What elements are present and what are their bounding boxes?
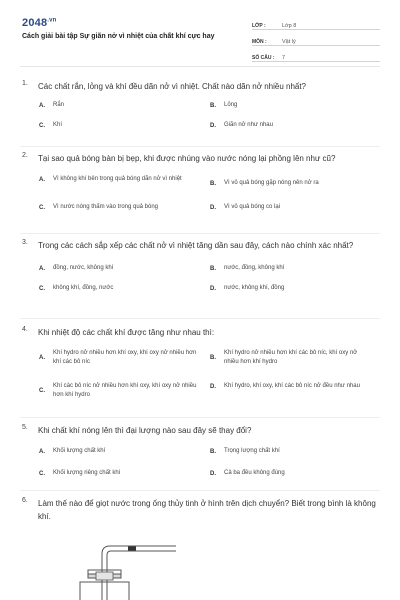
option-b[interactable]	[210, 264, 368, 273]
option-letter: B.	[210, 355, 216, 361]
option-a[interactable]	[39, 447, 197, 456]
flask-tube-figure	[58, 536, 178, 600]
meta-row-class	[252, 14, 380, 30]
option-text: Vì không khí bên trong quả bóng dãn nở vì nhiệt	[53, 176, 182, 182]
option-text: Giãn nở như nhau	[224, 122, 273, 128]
option-c[interactable]	[39, 203, 197, 212]
question-divider	[20, 233, 380, 234]
question-text: Tại sao quả bóng bàn bị bẹp, khi được nhúng vào nước nóng lại phồng lên như cũ?	[38, 154, 336, 163]
option-letter: C.	[39, 470, 45, 477]
option-text: nước, đồng, không khí	[224, 265, 285, 271]
meta-row-subject	[252, 30, 380, 46]
option-text: Lỏng	[224, 102, 238, 108]
option-letter: B.	[210, 265, 216, 272]
question-divider	[20, 417, 380, 418]
meta-value: Lớp 8	[282, 23, 297, 29]
question-number: 1.	[22, 80, 28, 87]
option-text: Khí hydro nở nhiều hơn khí oxy, khí oxy nở nhiều hơn khí các bô níc	[53, 350, 197, 365]
option-b[interactable]	[210, 447, 368, 456]
header-divider	[20, 66, 380, 67]
option-text: Khối lượng chất khí	[53, 448, 106, 454]
question-1	[22, 80, 380, 135]
option-text: Rắn	[53, 102, 65, 108]
option-letter: A.	[39, 102, 45, 109]
option-text: nước, không khí, đồng	[224, 285, 285, 291]
option-d[interactable]	[210, 203, 368, 212]
meta-row-question-count	[252, 46, 380, 62]
option-letter: D.	[210, 470, 216, 477]
option-text: Khối lượng riêng chất khí	[53, 470, 121, 476]
option-letter: B.	[210, 102, 216, 109]
option-a[interactable]	[39, 175, 197, 184]
option-letter: D.	[210, 204, 216, 211]
option-letter: A.	[39, 355, 45, 361]
option-text: đồng, nước, không khí	[53, 265, 114, 271]
option-d[interactable]	[210, 284, 368, 293]
option-text: Vì vỏ quả bóng gặp nóng nên nở ra	[224, 180, 319, 186]
option-letter: A.	[39, 448, 45, 455]
option-letter: D.	[210, 383, 216, 390]
meta-value: Vật lý	[282, 39, 296, 45]
question-2	[22, 152, 380, 223]
question-number: 4.	[22, 326, 28, 333]
question-number: 5.	[22, 424, 28, 431]
question-3	[22, 239, 380, 300]
option-letter: B.	[210, 448, 216, 455]
option-a[interactable]	[39, 264, 197, 273]
option-text: Khí hydro nở nhiều hơn khí các bô níc, khí oxy nở nhiều hơn khí hydro	[224, 350, 358, 365]
question-divider	[20, 490, 380, 491]
option-text: Vì vỏ quả bóng co lại	[224, 204, 281, 210]
question-number: 3.	[22, 239, 28, 246]
question-5	[22, 424, 380, 479]
option-d[interactable]	[210, 382, 368, 391]
option-text: không khí, đồng, nước	[53, 285, 114, 291]
option-letter: B.	[210, 180, 216, 187]
option-letter: C.	[39, 204, 45, 211]
option-letter: D.	[210, 122, 216, 129]
brand-logo[interactable]	[22, 17, 57, 29]
option-b[interactable]	[210, 101, 368, 110]
option-letter: D.	[210, 285, 216, 292]
option-text: Khí	[53, 122, 63, 128]
meta-label: MÔN :	[252, 39, 267, 45]
meta-value: 7	[282, 55, 286, 61]
brand-name: 2048	[22, 17, 48, 29]
question-text: Khi nhiệt độ các chất khí được tăng như nhau thì:	[38, 328, 215, 337]
option-text: Khí hydro, khí oxy, khí các bô níc nở đều như nhau	[224, 383, 360, 389]
option-a[interactable]	[39, 349, 197, 367]
question-4	[22, 326, 380, 413]
option-text: Vì nước nóng thấm vào trong quả bóng	[53, 204, 159, 210]
question-text: Làm thế nào để giọt nước trong ống thủy tinh ở hình trên dịch chuyển? Biết trong bình là không khí.	[38, 499, 376, 521]
option-c[interactable]	[39, 284, 197, 293]
option-c[interactable]	[39, 121, 197, 130]
option-d[interactable]	[210, 469, 368, 478]
option-letter: A.	[39, 176, 45, 183]
question-number: 2.	[22, 152, 28, 159]
meta-label: SỐ CÂU :	[252, 55, 275, 61]
question-number: 6.	[22, 497, 28, 504]
question-6	[22, 497, 380, 523]
meta-panel	[252, 14, 380, 62]
brand-suffix: .vn	[47, 17, 57, 24]
option-letter: C.	[39, 285, 45, 292]
water-droplet	[128, 547, 136, 551]
question-divider	[20, 146, 380, 147]
stopper	[96, 572, 113, 580]
option-letter: C.	[39, 122, 45, 129]
document-title: Cách giải bài tập Sự giãn nở vì nhiệt của chất khí cực hay	[22, 33, 215, 40]
option-letter: C.	[39, 388, 45, 394]
option-c[interactable]	[39, 469, 197, 478]
question-text: Các chất rắn, lỏng và khí đều dãn nở vì nhiệt. Chất nào dãn nở nhiều nhất?	[38, 82, 307, 91]
option-text: Trọng lượng chất khí	[224, 448, 280, 454]
option-c[interactable]	[39, 382, 197, 400]
option-text: Khí các bô níc nở nhiều hơn khí oxy, khí oxy nở nhiều hơn khí hydro	[53, 383, 197, 398]
question-text: Trong các cách sắp xếp các chất nở vì nhiệt tăng dần sau đây, cách nào chính xác nhất?	[38, 241, 354, 250]
option-a[interactable]	[39, 101, 197, 110]
question-divider	[20, 318, 380, 319]
option-text: Cả ba đều không đúng	[224, 470, 285, 476]
header	[0, 0, 400, 66]
option-b[interactable]	[210, 179, 368, 188]
question-text: Khi chất khí nóng lên thì đại lượng nào sau đây sẽ thay đổi?	[38, 426, 252, 435]
meta-label: LỚP :	[252, 23, 266, 29]
option-letter: A.	[39, 265, 45, 272]
option-b[interactable]	[210, 349, 368, 367]
option-d[interactable]	[210, 121, 368, 130]
